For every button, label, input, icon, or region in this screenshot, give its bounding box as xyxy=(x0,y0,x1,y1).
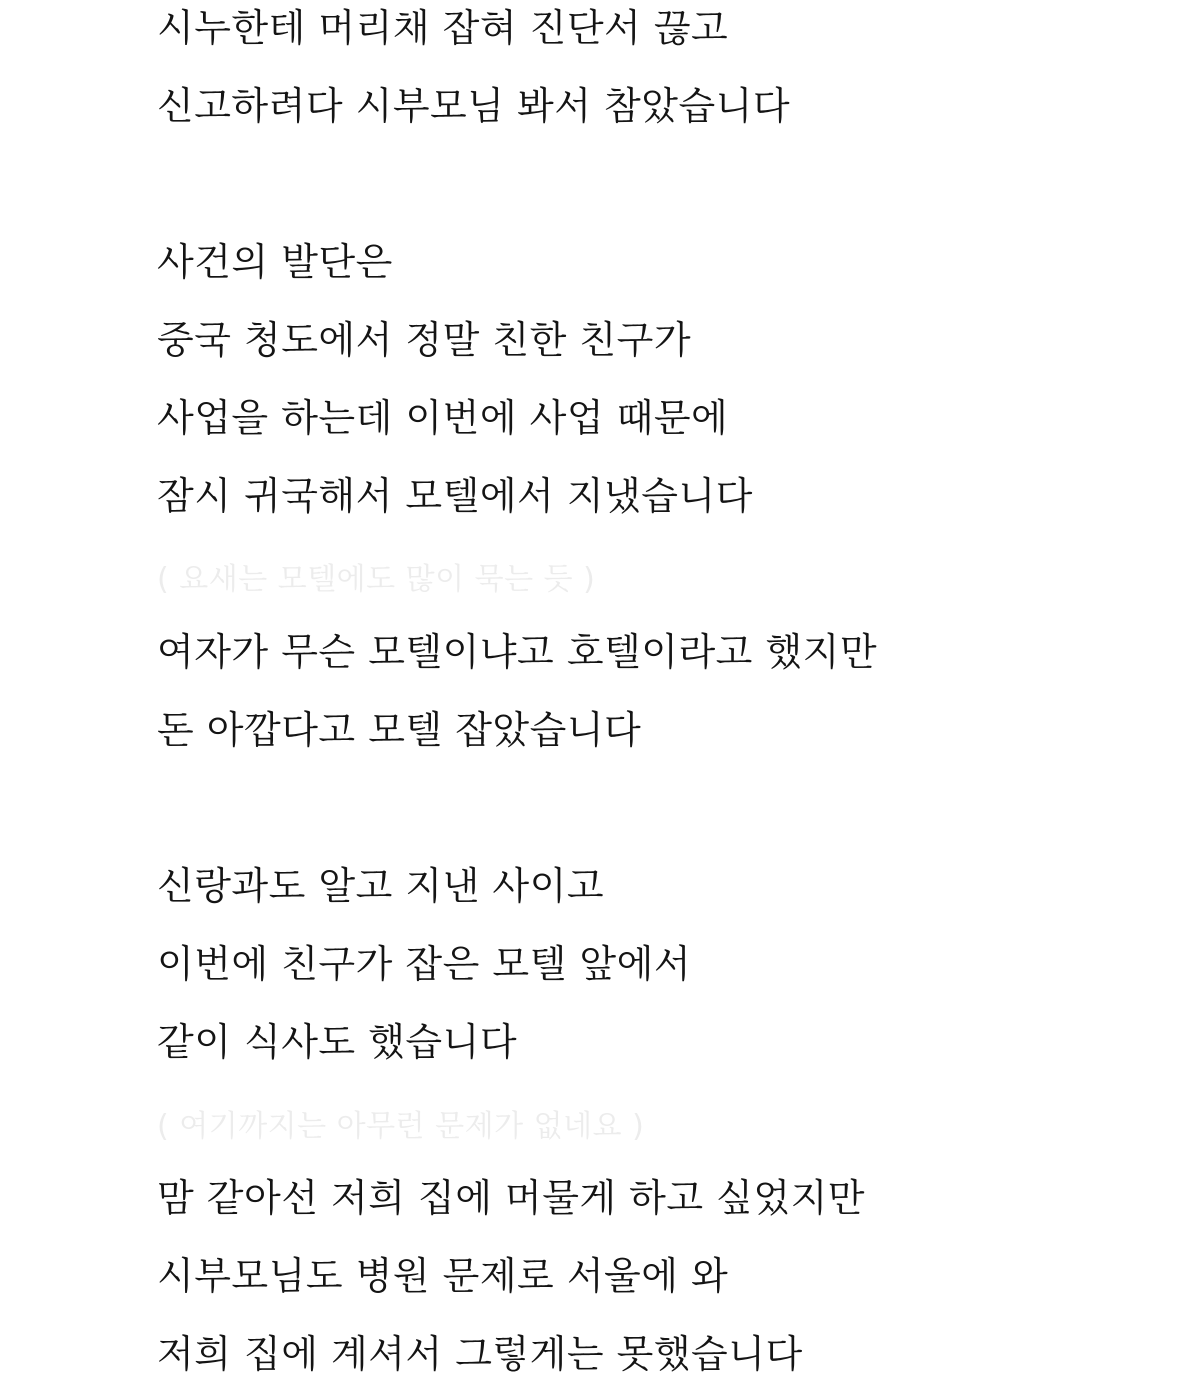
text-line: 이번에 친구가 잡은 모텔 앞에서 xyxy=(157,942,692,986)
text-line: 돈 아깝다고 모텔 잡았습니다 xyxy=(157,708,642,752)
aside-note: ( 여기까지는 아무런 문제가 없네요 ) xyxy=(157,1109,645,1144)
text-line: 잠시 귀국해서 모텔에서 지냈습니다 xyxy=(157,474,753,518)
text-line: 시부모님도 병원 문제로 서울에 와 xyxy=(157,1254,729,1298)
text-line: 신랑과도 알고 지낸 사이고 xyxy=(157,864,605,908)
text-line: 시누한테 머리채 잡혀 진단서 끊고 xyxy=(157,6,729,50)
text-line: 신고하려다 시부모님 봐서 참았습니다 xyxy=(157,84,791,128)
text-line: 맘 같아선 저희 집에 머물게 하고 싶었지만 xyxy=(157,1176,866,1220)
text-line: 중국 청도에서 정말 친한 친구가 xyxy=(157,318,692,362)
text-line: 사건의 발단은 xyxy=(157,240,393,284)
text-line: 같이 식사도 했습니다 xyxy=(157,1020,518,1064)
text-line: 저희 집에 계셔서 그렇게는 못했습니다 xyxy=(157,1332,803,1376)
text-line: 여자가 무슨 모텔이냐고 호텔이라고 했지만 xyxy=(157,630,878,674)
text-line: 사업을 하는데 이번에 사업 때문에 xyxy=(157,396,729,440)
aside-note: ( 요새는 모텔에도 많이 묵는 듯 ) xyxy=(157,562,596,597)
